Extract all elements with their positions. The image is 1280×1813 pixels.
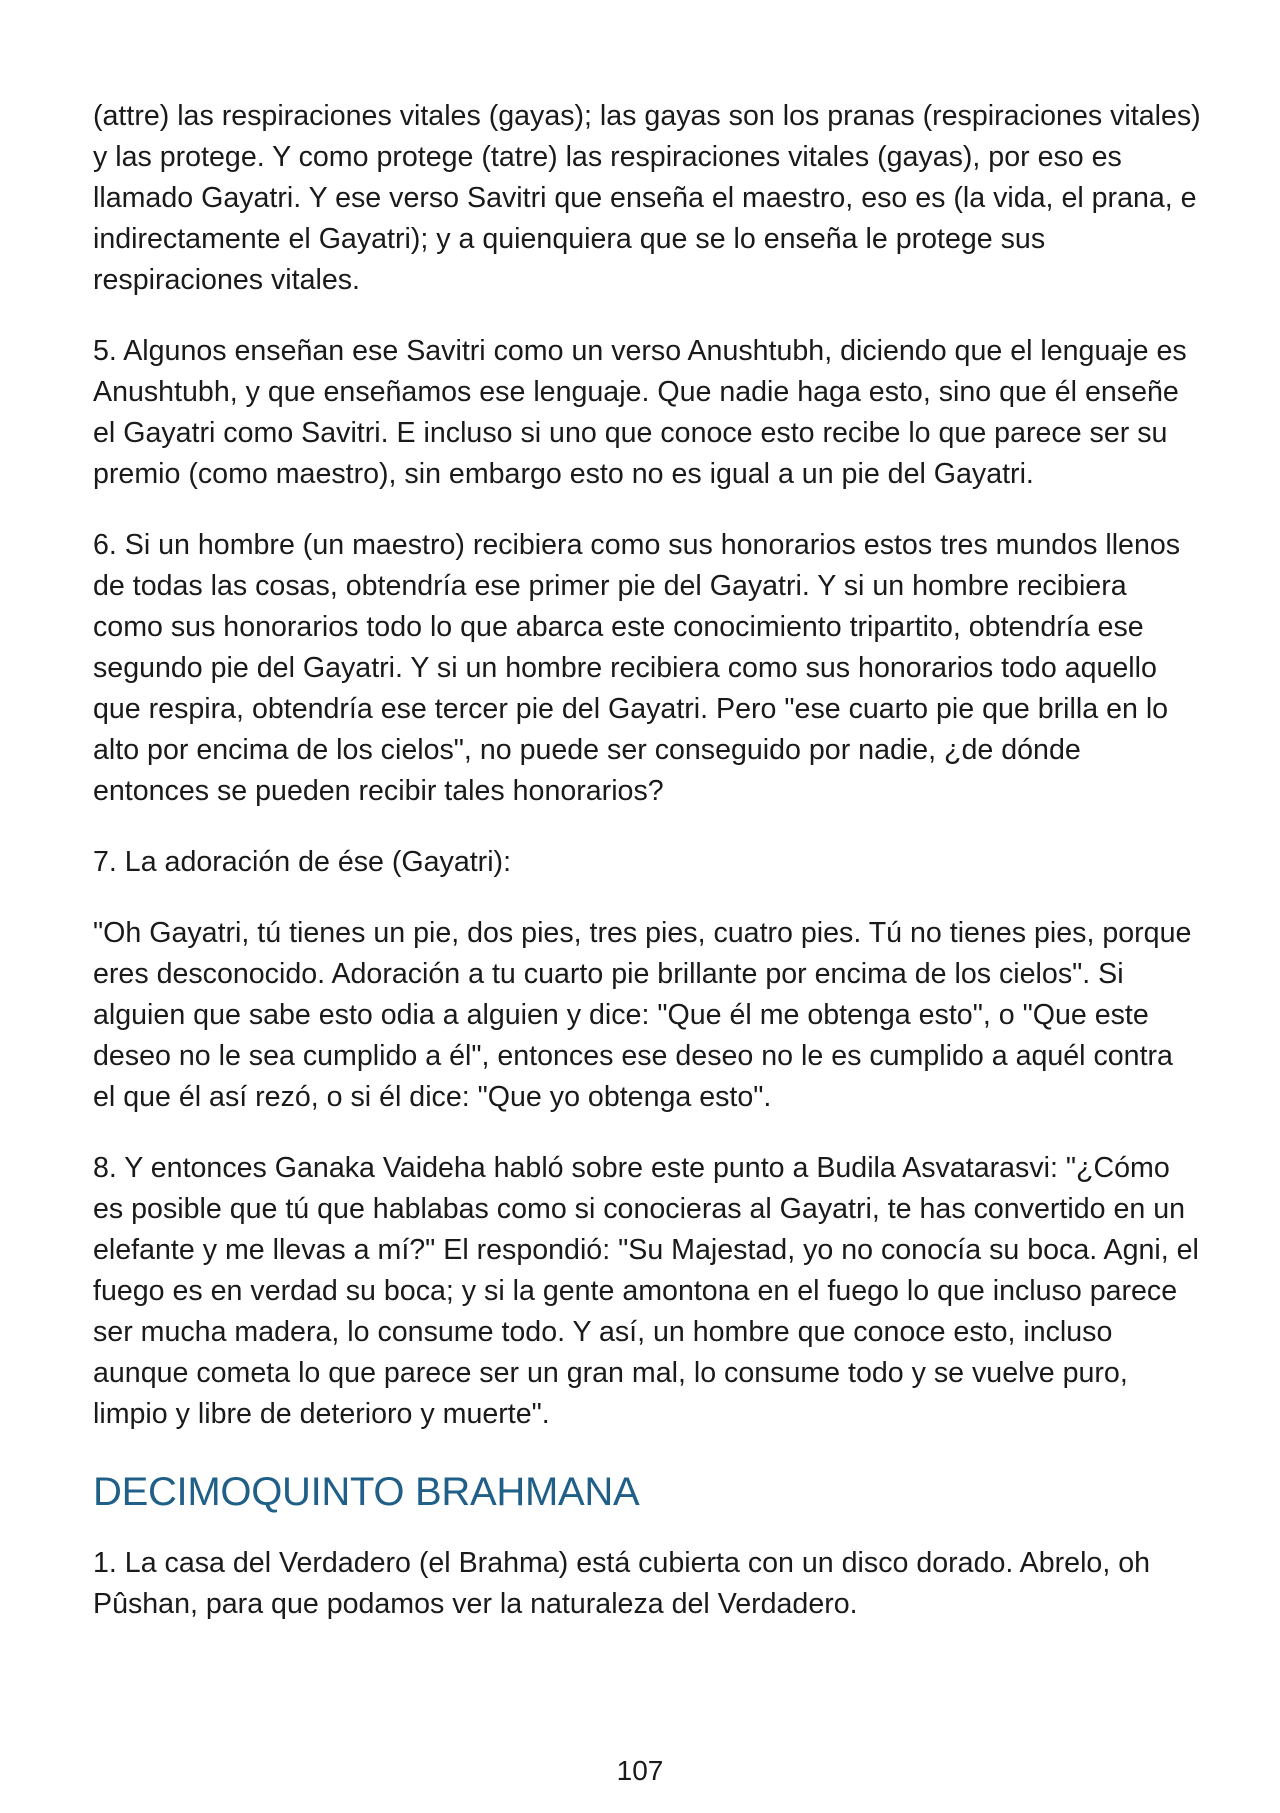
section-paragraph-1: 1. La casa del Verdadero (el Brahma) está cubierta con un disco dorado. Abrelo, oh Pûshan, para que podamos ver la naturaleza del Verdadero.	[93, 1547, 1151, 1620]
page-body	[93, 96, 1203, 1655]
section-heading: DECIMOQUINTO BRAHMANA	[93, 1470, 640, 1514]
paragraph-6: 6. Si un hombre (un maestro) recibiera como sus honorarios estos tres mundos llenos de todas las cosas, obtendría ese primer pie del Gayatri. Y si un hombre recibiera como sus honorarios todo lo que abarca este conocimiento tripartito, obtendría ese segundo pie del Gayatri. Y si un hombre recibiera como sus honorarios todo aquello que respira, obtendría ese tercer pie del Gayatri. Pero "ese cuarto pie que brilla en lo alto por encima de los cielos", no puede ser conseguido por nadie, ¿de dónde entonces se pueden recibir tales honorarios?	[93, 529, 1181, 807]
paragraph-continuation: (attre) las respiraciones vitales (gayas); las gayas son los pranas (respiraciones vitales) y las protege. Y como protege (tatre) las respiraciones vitales (gayas), por eso es llamado Gayatri. Y ese verso Savitri que enseña el maestro, eso es (la vida, el prana, e indirectamente el Gayatri); y a quienquiera que se lo enseña le protege sus respiraciones vitales.	[93, 100, 1201, 296]
paragraph-7-prayer: "Oh Gayatri, tú tienes un pie, dos pies, tres pies, cuatro pies. Tú no tienes pies, porque eres desconocido. Adoración a tu cuarto pie brillante por encima de los cielos". Si alguien que sabe esto odia a alguien y dice: "Que él me obtenga esto", o "Que este deseo no le sea cumplido a él", entonces ese deseo no le es cumplido a aquél contra el que él así rezó, o si él dice: "Que yo obtenga esto".	[93, 917, 1192, 1113]
paragraph-7: 7. La adoración de ése (Gayatri):	[93, 846, 512, 878]
page-number: 107	[616, 1755, 664, 1786]
paragraph-5: 5. Algunos enseñan ese Savitri como un verso Anushtubh, diciendo que el lenguaje es Anushtubh, y que enseñamos ese lenguaje. Que nadie haga esto, sino que él enseñe el Gayatri como Savitri. E incluso si uno que conoce esto recibe lo que parece ser su premio (como maestro), sin embargo esto no es igual a un pie del Gayatri.	[93, 335, 1187, 490]
paragraph-8: 8. Y entonces Ganaka Vaideha habló sobre este punto a Budila Asvatarasvi: "¿Cómo es posible que tú que hablabas como si conocieras al Gayatri, te has convertido en un elefante y me llevas a mí?" El respondió: "Su Majestad, yo no conocía su boca. Agni, el fuego es en verdad su boca; y si la gente amontona en el fuego lo que incluso parece ser mucha madera, lo consume todo. Y así, un hombre que conoce esto, incluso aunque cometa lo que parece ser un gran mal, lo consume todo y se vuelve puro, limpio y libre de deterioro y muerte".	[93, 1152, 1199, 1430]
